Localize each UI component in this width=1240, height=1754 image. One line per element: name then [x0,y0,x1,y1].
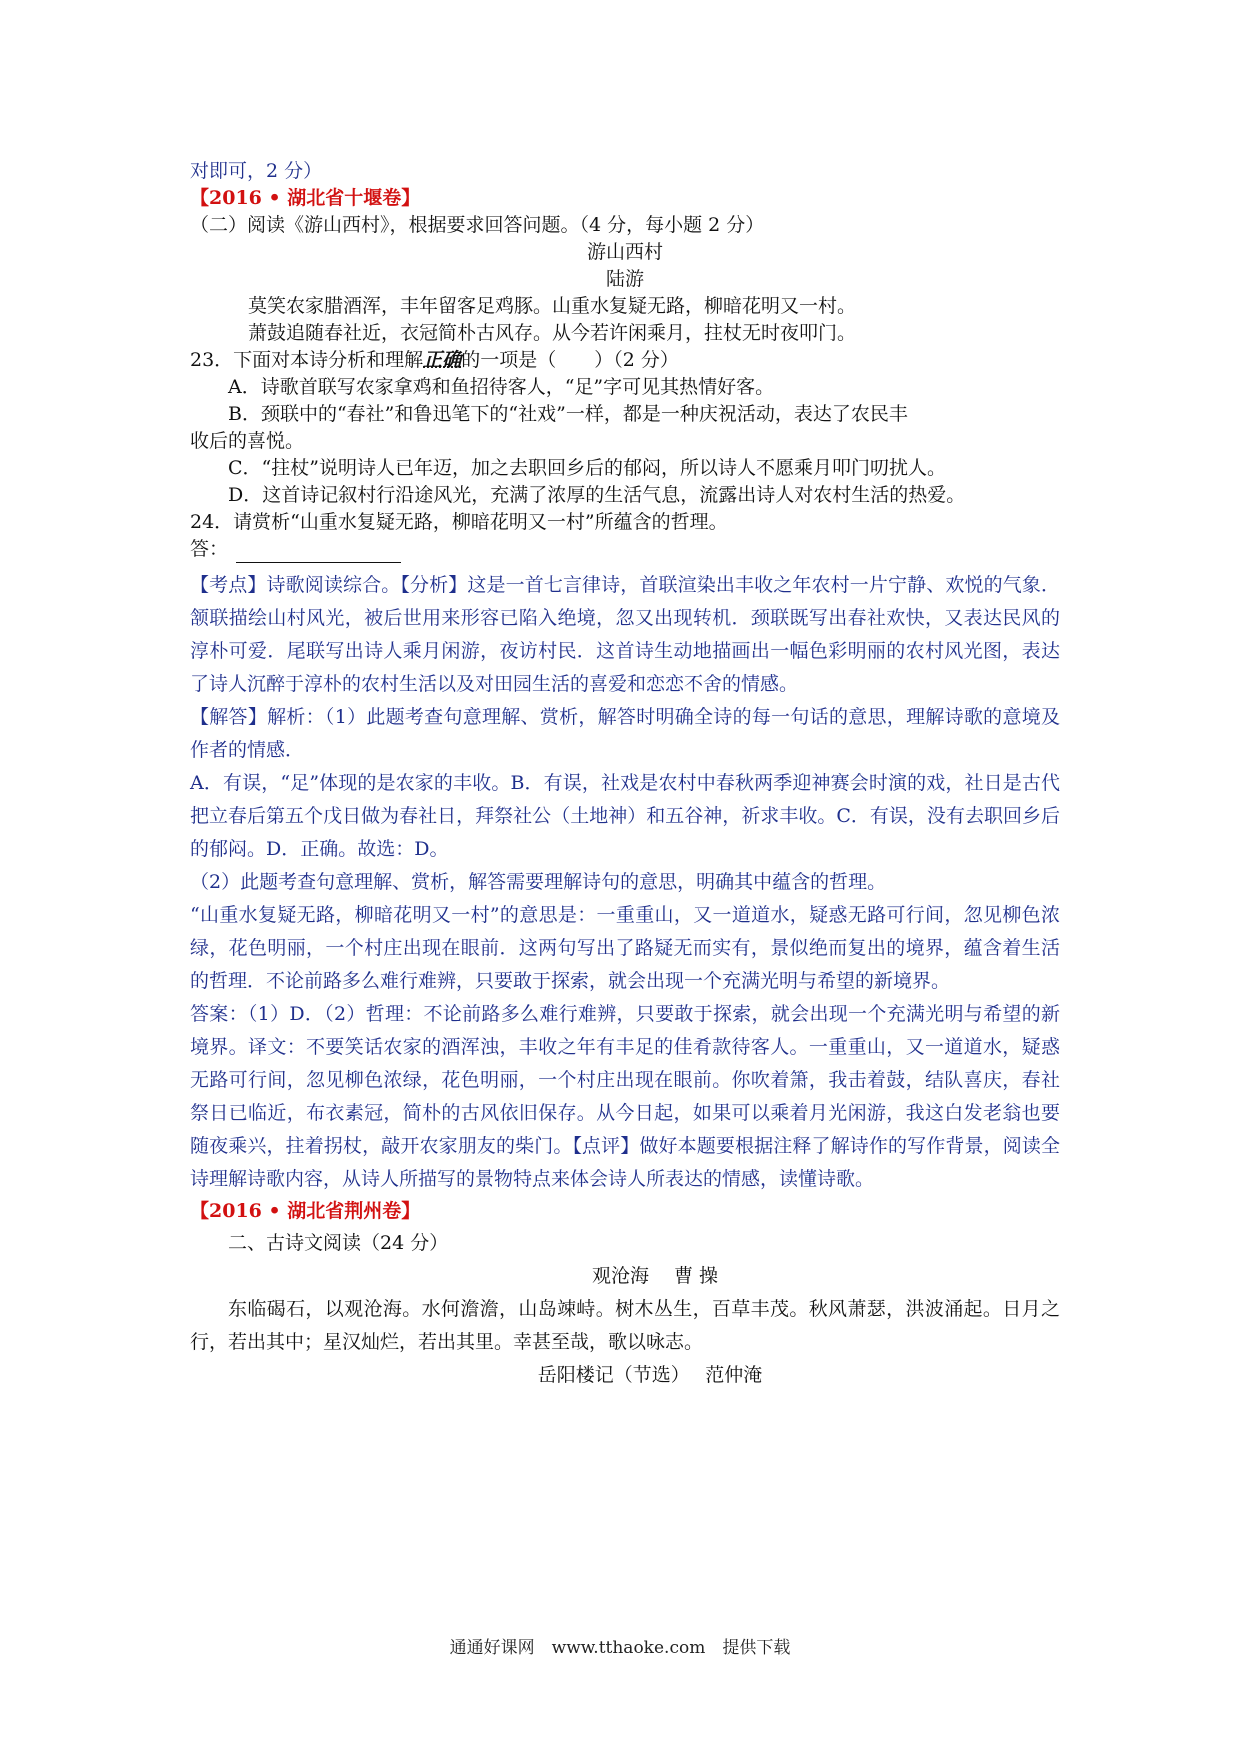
question-23-prefix: 23．下面对本诗分析和理解 [190,349,424,371]
answer-blank [236,542,401,563]
option-c: C．“拄杖”说明诗人已年迈，加之去职回乡后的郁闷，所以诗人不愿乘月叩门叨扰人。 [228,457,946,479]
solution-paragraph: 【解答】解析：（1）此题考查句意理解、赏析，解答时明确全诗的每一句话的意思，理解诗歌的意境及作者的情感． [190,706,1060,761]
poem-3-title: 岳阳楼记（节选） 范仲淹 [537,1364,763,1386]
section-heading-jingzhou: 【2016 • 湖北省荆州卷】 [190,1200,421,1222]
question-23-suffix: 的一项是（ ）（2 分） [461,349,679,371]
option-b: B．颈联中的“春社”和鲁迅笔下的“社戏”一样，都是一种庆祝活动，表达了农民丰 [228,403,908,425]
poem-line-1: 莫笑农家腊酒浑，丰年留客足鸡豚。山重水复疑无路，柳暗花明又一村。 [248,295,857,317]
question-24: 24．请赏析“山重水复疑无路，柳暗花明又一村”所蕴含的哲理。 [190,511,728,533]
poem-title: 游山西村 [586,241,663,263]
section-heading-shiyan: 【2016 • 湖北省十堰卷】 [190,187,421,209]
option-b-continued: 收后的喜悦。 [190,430,305,452]
question-23 [190,347,1060,374]
poem-2-title: 观沧海 曹 操 [591,1265,719,1287]
part-2-paragraph: （2）此题考查句意理解、赏析，解答需要理解诗句的意思，明确其中蕴含的哲理。 [190,871,887,893]
question-23-emphasis: 正确 [423,349,462,371]
option-a: A．诗歌首联写农家拿鸡和鱼招待客人，“足”字可见其热情好客。 [228,376,775,398]
footer-credit: 通通好课网 www.tthaoke.com 提供下载 [449,1638,791,1658]
option-review-paragraph: A．有误，“足”体现的是农家的丰收。B．有误，社戏是农村中春秋两季迎神赛会时演的戏，社日是古代把立春后第五个戊日做为春社日，拜祭社公（土地神）和五谷神，祈求丰收。C．有误，没有去职回乡后的郁闷。D．正确。故选：D。 [190,772,1060,860]
answer-label: 答： [190,538,229,560]
continuation-line: 对即可，2 分） [190,160,323,182]
document-body [190,158,1060,1392]
meaning-paragraph: “山重水复疑无路，柳暗花明又一村”的意思是：一重重山，又一道道水，疑惑无路可行间，忽见柳色浓绿，花色明丽，一个村庄出现在眼前．这两句写出了路疑无而实有，景似绝而复出的境界，蕴含着生活的哲理．不论前路多么难行难辨，只要敢于探索，就会出现一个充满光明与希望的新境界。 [190,904,1060,992]
option-d: D．这首诗记叙村行沿途风光，充满了浓厚的生活气息，流露出诗人对农村生活的热爱。 [228,484,966,506]
question-intro: （二）阅读《游山西村》，根据要求回答问题。（4 分，每小题 2 分） [190,214,765,236]
analysis-paragraph: 【考点】诗歌阅读综合。【分析】这是一首七言律诗，首联渲染出丰收之年农村一片宁静、欢悦的气象．颔联描绘山村风光，被后世用来形容已陷入绝境，忽又出现转机．颈联既写出春社欢快，又表达民风的淳朴可爱．尾联写出诗人乘月闲游，夜访村民．这首诗生动地描画出一幅色彩明丽的农村风光图，表达了诗人沉醉于淳朴的农村生活以及对田园生活的喜爱和恋恋不舍的情感。 [190,574,1060,695]
answer-paragraph: 答案：（1）D．（2）哲理：不论前路多么难行难辨，只要敢于探索，就会出现一个充满光明与希望的新境界。译文：不要笑话农家的酒浑浊，丰收之年有丰足的佳肴款待客人。一重重山，又一道道水，疑惑无路可行间，忽见柳色浓绿，花色明丽，一个村庄出现在眼前。你吹着箫，我击着鼓，结队喜庆，春社祭日已临近，布衣素冠，简朴的古风依旧保存。从今日起，如果可以乘着月光闲游，我这白发老翁也要随夜乘兴，拄着拐杖，敲开农家朋友的柴门。【点评】做好本题要根据注释了解诗作的写作背景，阅读全诗理解诗歌内容，从诗人所描写的景物特点来体会诗人所表达的情感，读懂诗歌。 [190,1003,1060,1190]
poem-author: 陆游 [605,268,644,290]
section-2-title: 二、古诗文阅读（24 分） [228,1232,449,1254]
answer-line [190,536,1060,563]
poem-2-text: 东临碣石，以观沧海。水何澹澹，山岛竦峙。树木丛生，百草丰茂。秋风萧瑟，洪波涌起。日月之行，若出其中；星汉灿烂，若出其里。幸甚至哉，歌以咏志。 [190,1298,1060,1353]
poem-line-2: 萧鼓追随春社近，衣冠简朴古风存。从今若许闲乘月，拄杖无时夜叩门。 [248,322,857,344]
